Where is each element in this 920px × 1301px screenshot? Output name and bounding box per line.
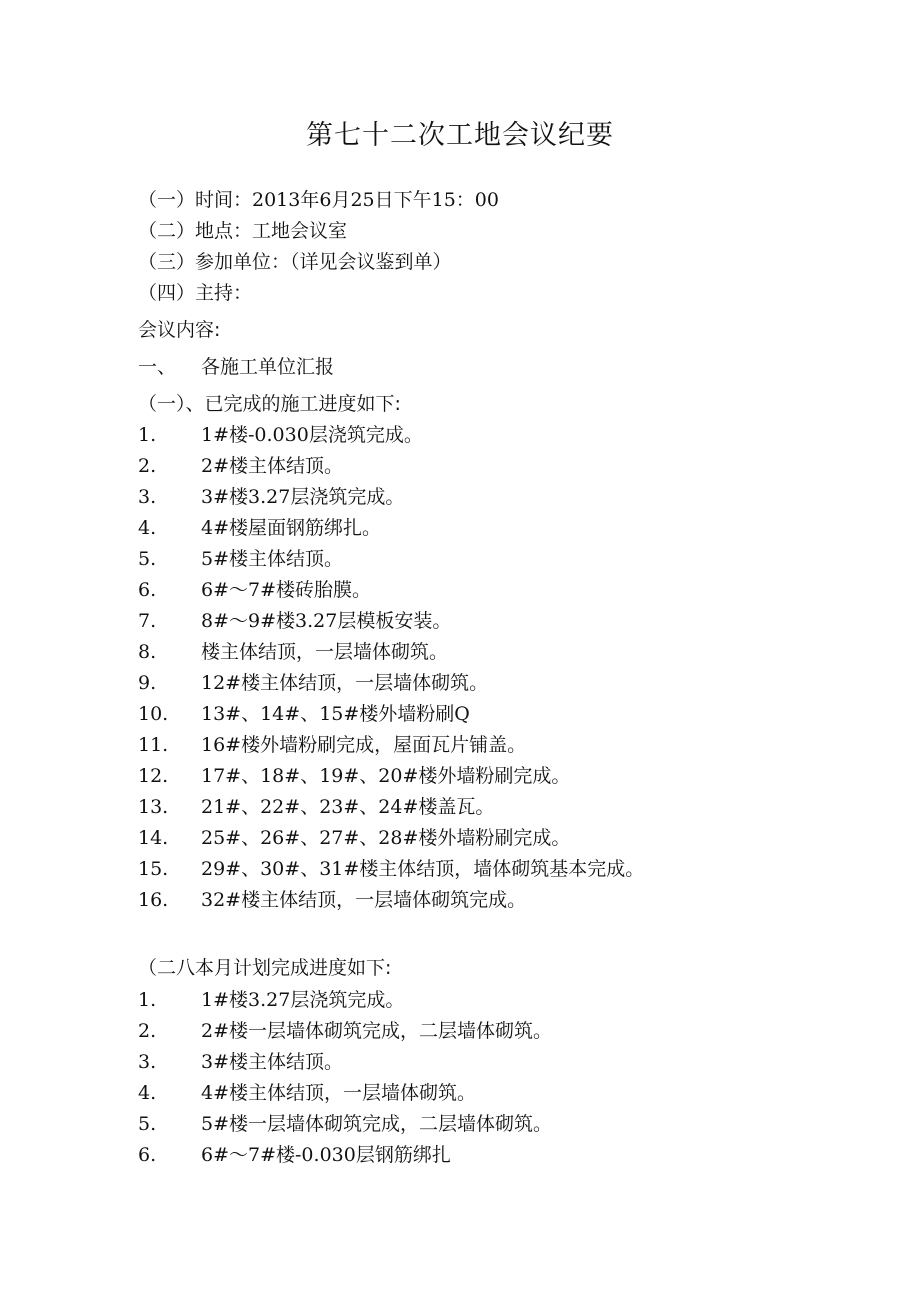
item-text: 4#楼屋面钢筋绑扎。 <box>201 517 382 539</box>
list-item <box>138 764 570 788</box>
section-heading <box>138 355 334 379</box>
item-number: 2. <box>138 455 157 477</box>
item-text: 2#楼一层墙体砌筑完成，二层墙体砌筑。 <box>201 1020 553 1042</box>
item-number: 12. <box>138 765 169 787</box>
item-number: 1. <box>138 424 157 446</box>
meta-host: （四）主持： <box>138 282 253 304</box>
item-number: 11. <box>138 734 169 756</box>
list-item <box>138 1112 552 1136</box>
meta-participants: （三）参加单位：（详见会议鉴到单） <box>138 251 452 273</box>
item-text: 4#楼主体结顶，一层墙体砌筑。 <box>201 1082 477 1104</box>
item-number: 14. <box>138 827 169 849</box>
list-item <box>138 454 343 478</box>
item-text: 2#楼主体结顶。 <box>201 455 344 477</box>
list-item <box>138 733 526 757</box>
item-text: 3#楼3.27层浇筑完成。 <box>201 486 405 508</box>
list-item <box>138 795 494 819</box>
item-number: 8. <box>138 641 157 663</box>
planned-heading: （二八本月计划完成进度如下: <box>138 957 392 979</box>
list-item <box>138 516 381 540</box>
list-item <box>138 640 448 664</box>
list-item <box>138 826 570 850</box>
item-number: 6. <box>138 1144 157 1166</box>
item-number: 2. <box>138 1020 157 1042</box>
item-number: 3. <box>138 1051 157 1073</box>
item-number: 9. <box>138 672 157 694</box>
item-number: 10. <box>138 703 169 725</box>
item-text: 25#、26#、27#、28#楼外墙粉刷完成。 <box>201 827 571 849</box>
item-number: 4. <box>138 1082 157 1104</box>
item-text: 5#楼一层墙体砌筑完成，二层墙体砌筑。 <box>201 1113 553 1135</box>
item-text: 5#楼主体结顶。 <box>201 548 344 570</box>
item-text: 3#楼主体结顶。 <box>201 1051 344 1073</box>
item-text: 13#、14#、15#楼外墙粉刷Q <box>201 703 470 725</box>
section-title: 各施工单位汇报 <box>201 356 335 378</box>
list-item <box>138 702 470 726</box>
list-item <box>138 1019 552 1043</box>
list-item <box>138 1050 343 1074</box>
list-item <box>138 1143 451 1167</box>
list-item <box>138 988 404 1012</box>
item-number: 6. <box>138 579 157 601</box>
item-text: 21#、22#、23#、24#楼盖瓦。 <box>201 796 495 818</box>
item-text: 8#～9#楼3.27层模板安装。 <box>201 610 452 632</box>
list-item <box>138 671 488 695</box>
completed-heading: （一）、已完成的施工进度如下: <box>138 393 401 415</box>
list-item <box>138 578 371 602</box>
item-text: 16#楼外墙粉刷完成，屋面瓦片铺盖。 <box>201 734 527 756</box>
document-title: 第七十二次工地会议纪要 <box>306 120 614 151</box>
section-number: 一、 <box>138 356 177 378</box>
item-text: 17#、18#、19#、20#楼外墙粉刷完成。 <box>201 765 571 787</box>
meta-location: （二）地点：工地会议室 <box>138 220 348 242</box>
item-text: 32#楼主体结顶，一层墙体砌筑完成。 <box>201 889 527 911</box>
list-item <box>138 1081 476 1105</box>
item-number: 5. <box>138 1113 157 1135</box>
item-text: 1#楼-0.030层浇筑完成。 <box>201 424 423 446</box>
list-item <box>138 609 451 633</box>
item-number: 1. <box>138 989 157 1011</box>
item-number: 7. <box>138 610 157 632</box>
item-text: 29#、30#、31#楼主体结顶，墙体砌筑基本完成。 <box>201 858 645 880</box>
list-item <box>138 423 423 447</box>
item-text: 1#楼3.27层浇筑完成。 <box>201 989 405 1011</box>
meta-time: （一）时间：2013年6月25日下午15：00 <box>138 189 499 211</box>
item-number: 15. <box>138 858 169 880</box>
item-number: 3. <box>138 486 157 508</box>
item-number: 16. <box>138 889 169 911</box>
item-text: 12#楼主体结顶，一层墙体砌筑。 <box>201 672 489 694</box>
item-number: 13. <box>138 796 169 818</box>
item-number: 5. <box>138 548 157 570</box>
content-label: 会议内容: <box>138 319 221 341</box>
list-item <box>138 857 644 881</box>
item-number: 4. <box>138 517 157 539</box>
list-item <box>138 888 526 912</box>
list-item <box>138 547 343 571</box>
list-item <box>138 485 404 509</box>
item-text: 6#～7#楼砖胎膜。 <box>201 579 372 601</box>
item-text: 楼主体结顶，一层墙体砌筑。 <box>201 641 449 663</box>
item-text: 6#～7#楼-0.030层钢筋绑扎 <box>201 1144 451 1166</box>
